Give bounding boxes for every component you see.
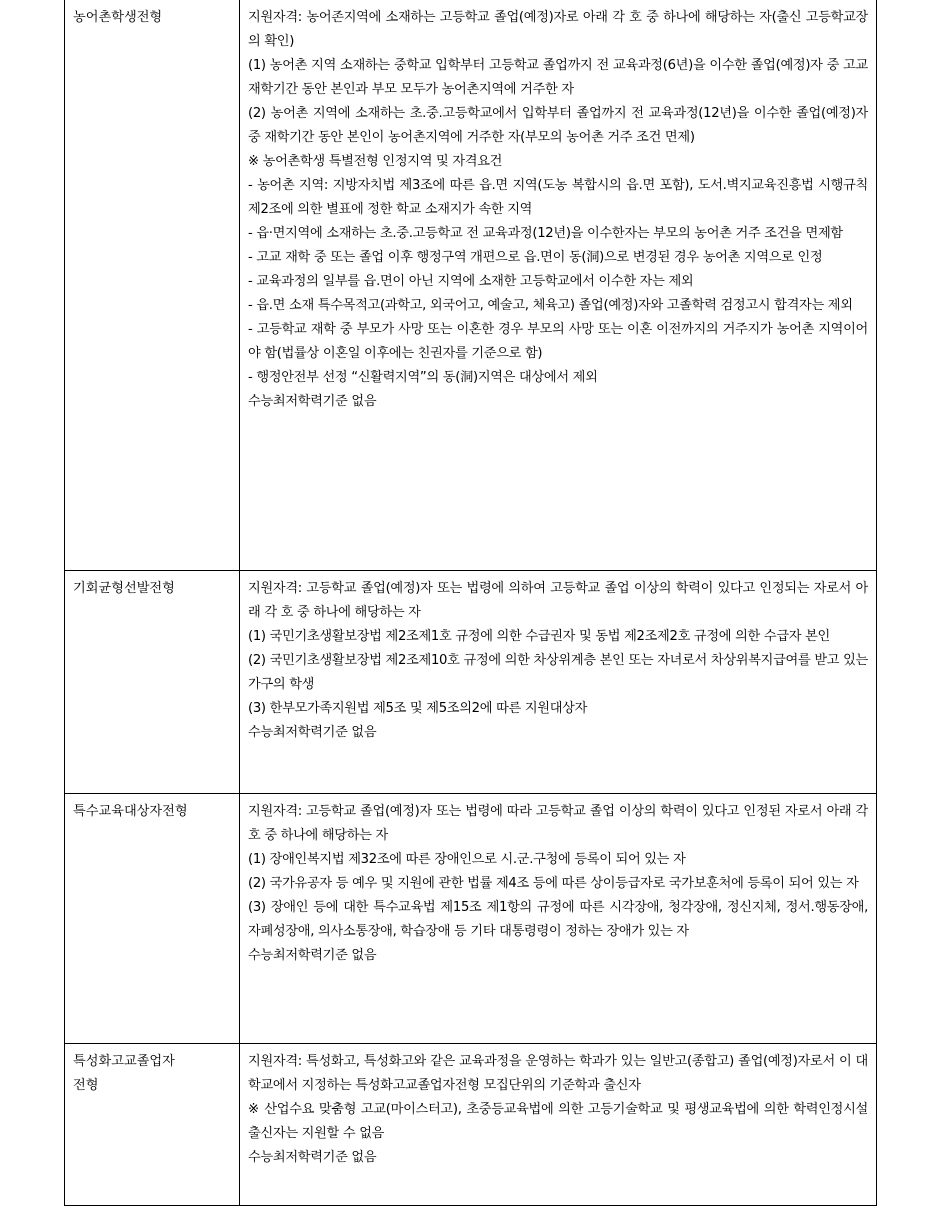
content-line: - 읍.면 소재 특수목적고(과학고, 외국어고, 예술고, 체육고) 졸업(예정)자와 고졸학력 검정고시 합격자는 제외 [248, 298, 853, 313]
content-line: - 농어촌 지역: 지방자치법 제3조에 따른 읍.면 지역(도농 복합시의 읍.면 포함), 도서.벽지교육진흥법 시행규칙 제2조에 의한 별표에 정한 학교 소재지가 속한 지역 [248, 178, 868, 217]
content-line: 수능최저학력기준 없음 [248, 394, 377, 409]
table-row [65, 1044, 877, 1206]
content-line: (3) 한부모가족지원법 제5조 및 제5조의2에 따른 지원대상자 [248, 701, 588, 716]
table-row [65, 794, 877, 1044]
content-line: ※ 산업수요 맞춤형 고교(마이스터고), 초중등교육법에 의한 고등기술학교 및 평생교육법에 의한 학력인정시설 출신자는 지원할 수 없음 [248, 1102, 868, 1141]
row-label: 기회균형선발전형 [65, 571, 240, 794]
content-line: - 교육과정의 일부를 읍.면이 아닌 지역에 소재한 고등학교에서 이수한 자는 제외 [248, 274, 694, 289]
content-line: (1) 국민기초생활보장법 제2조제1호 규정에 의한 수급권자 및 동법 제2조제2호 규정에 의한 수급자 본인 [248, 629, 830, 644]
content-line: - 고등학교 재학 중 부모가 사망 또는 이혼한 경우 부모의 사망 또는 이혼 이전까지의 거주지가 농어촌 지역이어야 함(법률상 이혼일 이후에는 친권자를 기준으로 함) [248, 322, 868, 361]
content-line: 지원자격: 고등학교 졸업(예정)자 또는 법령에 따라 고등학교 졸업 이상의 학력이 있다고 인정된 자로서 아래 각 호 중 하나에 해당하는 자 [248, 804, 868, 843]
content-line: (2) 국민기초생활보장법 제2조제10호 규정에 의한 차상위계층 본인 또는 자녀로서 차상위복지급여를 받고 있는 가구의 학생 [248, 653, 868, 692]
content-line: - 고교 재학 중 또는 졸업 이후 행정구역 개편으로 읍.면이 동(洞)으로 변경된 경우 농어촌 지역으로 인정 [248, 250, 823, 265]
row-label: 농어촌학생전형 [65, 0, 240, 571]
row-content [240, 571, 877, 794]
table-row [65, 0, 877, 571]
content-line: - 행정안전부 선정 “신활력지역”의 동(洞)지역은 대상에서 제외 [248, 370, 598, 385]
row-label-line: 특성화고교졸업자 [73, 1054, 175, 1069]
row-content [240, 1044, 877, 1206]
content-line: (3) 장애인 등에 대한 특수교육법 제15조 제1항의 규정에 따른 시각장애, 청각장애, 정신지체, 정서.행동장애, 자폐성장애, 의사소통장애, 학습장애 등 기타 대통령령이 정하는 장애가 있는 자 [248, 900, 868, 939]
row-label: 특수교육대상자전형 [65, 794, 240, 1044]
content-line: ※ 농어촌학생 특별전형 인정지역 및 자격요건 [248, 154, 503, 169]
content-line: (2) 농어촌 지역에 소재하는 초.중.고등학교에서 입학부터 졸업까지 전 교육과정(12년)을 이수한 졸업(예정)자 중 재학기간 동안 본인이 농어촌지역에 거주한 자(부모의 농어촌 거주 조건 면제) [248, 106, 868, 145]
content-line: 지원자격: 고등학교 졸업(예정)자 또는 법령에 의하여 고등학교 졸업 이상의 학력이 있다고 인정되는 자로서 아래 각 호 중 하나에 해당하는 자 [248, 581, 868, 620]
table-row [65, 571, 877, 794]
admission-criteria-table [64, 0, 877, 1206]
content-line: (1) 장애인복지법 제32조에 따른 장애인으로 시.군.구청에 등록이 되어 있는 자 [248, 852, 686, 867]
content-line: 수능최저학력기준 없음 [248, 1150, 377, 1165]
row-label-line: 전형 [73, 1078, 99, 1093]
content-line: 수능최저학력기준 없음 [248, 725, 377, 740]
content-line: 지원자격: 특성화고, 특성화고와 같은 교육과정을 운영하는 학과가 있는 일반고(종합고) 졸업(예정)자로서 이 대학교에서 지정하는 특성화고교졸업자전형 모집단위의 기준학과 출신자 [248, 1054, 868, 1093]
content-line: 지원자격: 농어존지역에 소재하는 고등학교 졸업(예정)자로 아래 각 호 중 하나에 해당하는 자(출신 고등학교장의 확인) [248, 10, 868, 49]
content-line: - 읍·면지역에 소재하는 초.중.고등학교 전 교육과정(12년)을 이수한자는 부모의 농어촌 거주 조건을 면제함 [248, 226, 843, 241]
content-line: (1) 농어촌 지역 소재하는 중학교 입학부터 고등학교 졸업까지 전 교육과정(6년)을 이수한 졸업(예정)자 중 고교 재학기간 동안 본인과 부모 모두가 농어촌지역에 거주한 자 [248, 58, 868, 97]
content-line: (2) 국가유공자 등 예우 및 지원에 관한 법률 제4조 등에 따른 상이등급자로 국가보훈처에 등록이 되어 있는 자 [248, 876, 859, 891]
row-label [65, 1044, 240, 1206]
row-content [240, 0, 877, 571]
row-content [240, 794, 877, 1044]
content-line: 수능최저학력기준 없음 [248, 948, 377, 963]
